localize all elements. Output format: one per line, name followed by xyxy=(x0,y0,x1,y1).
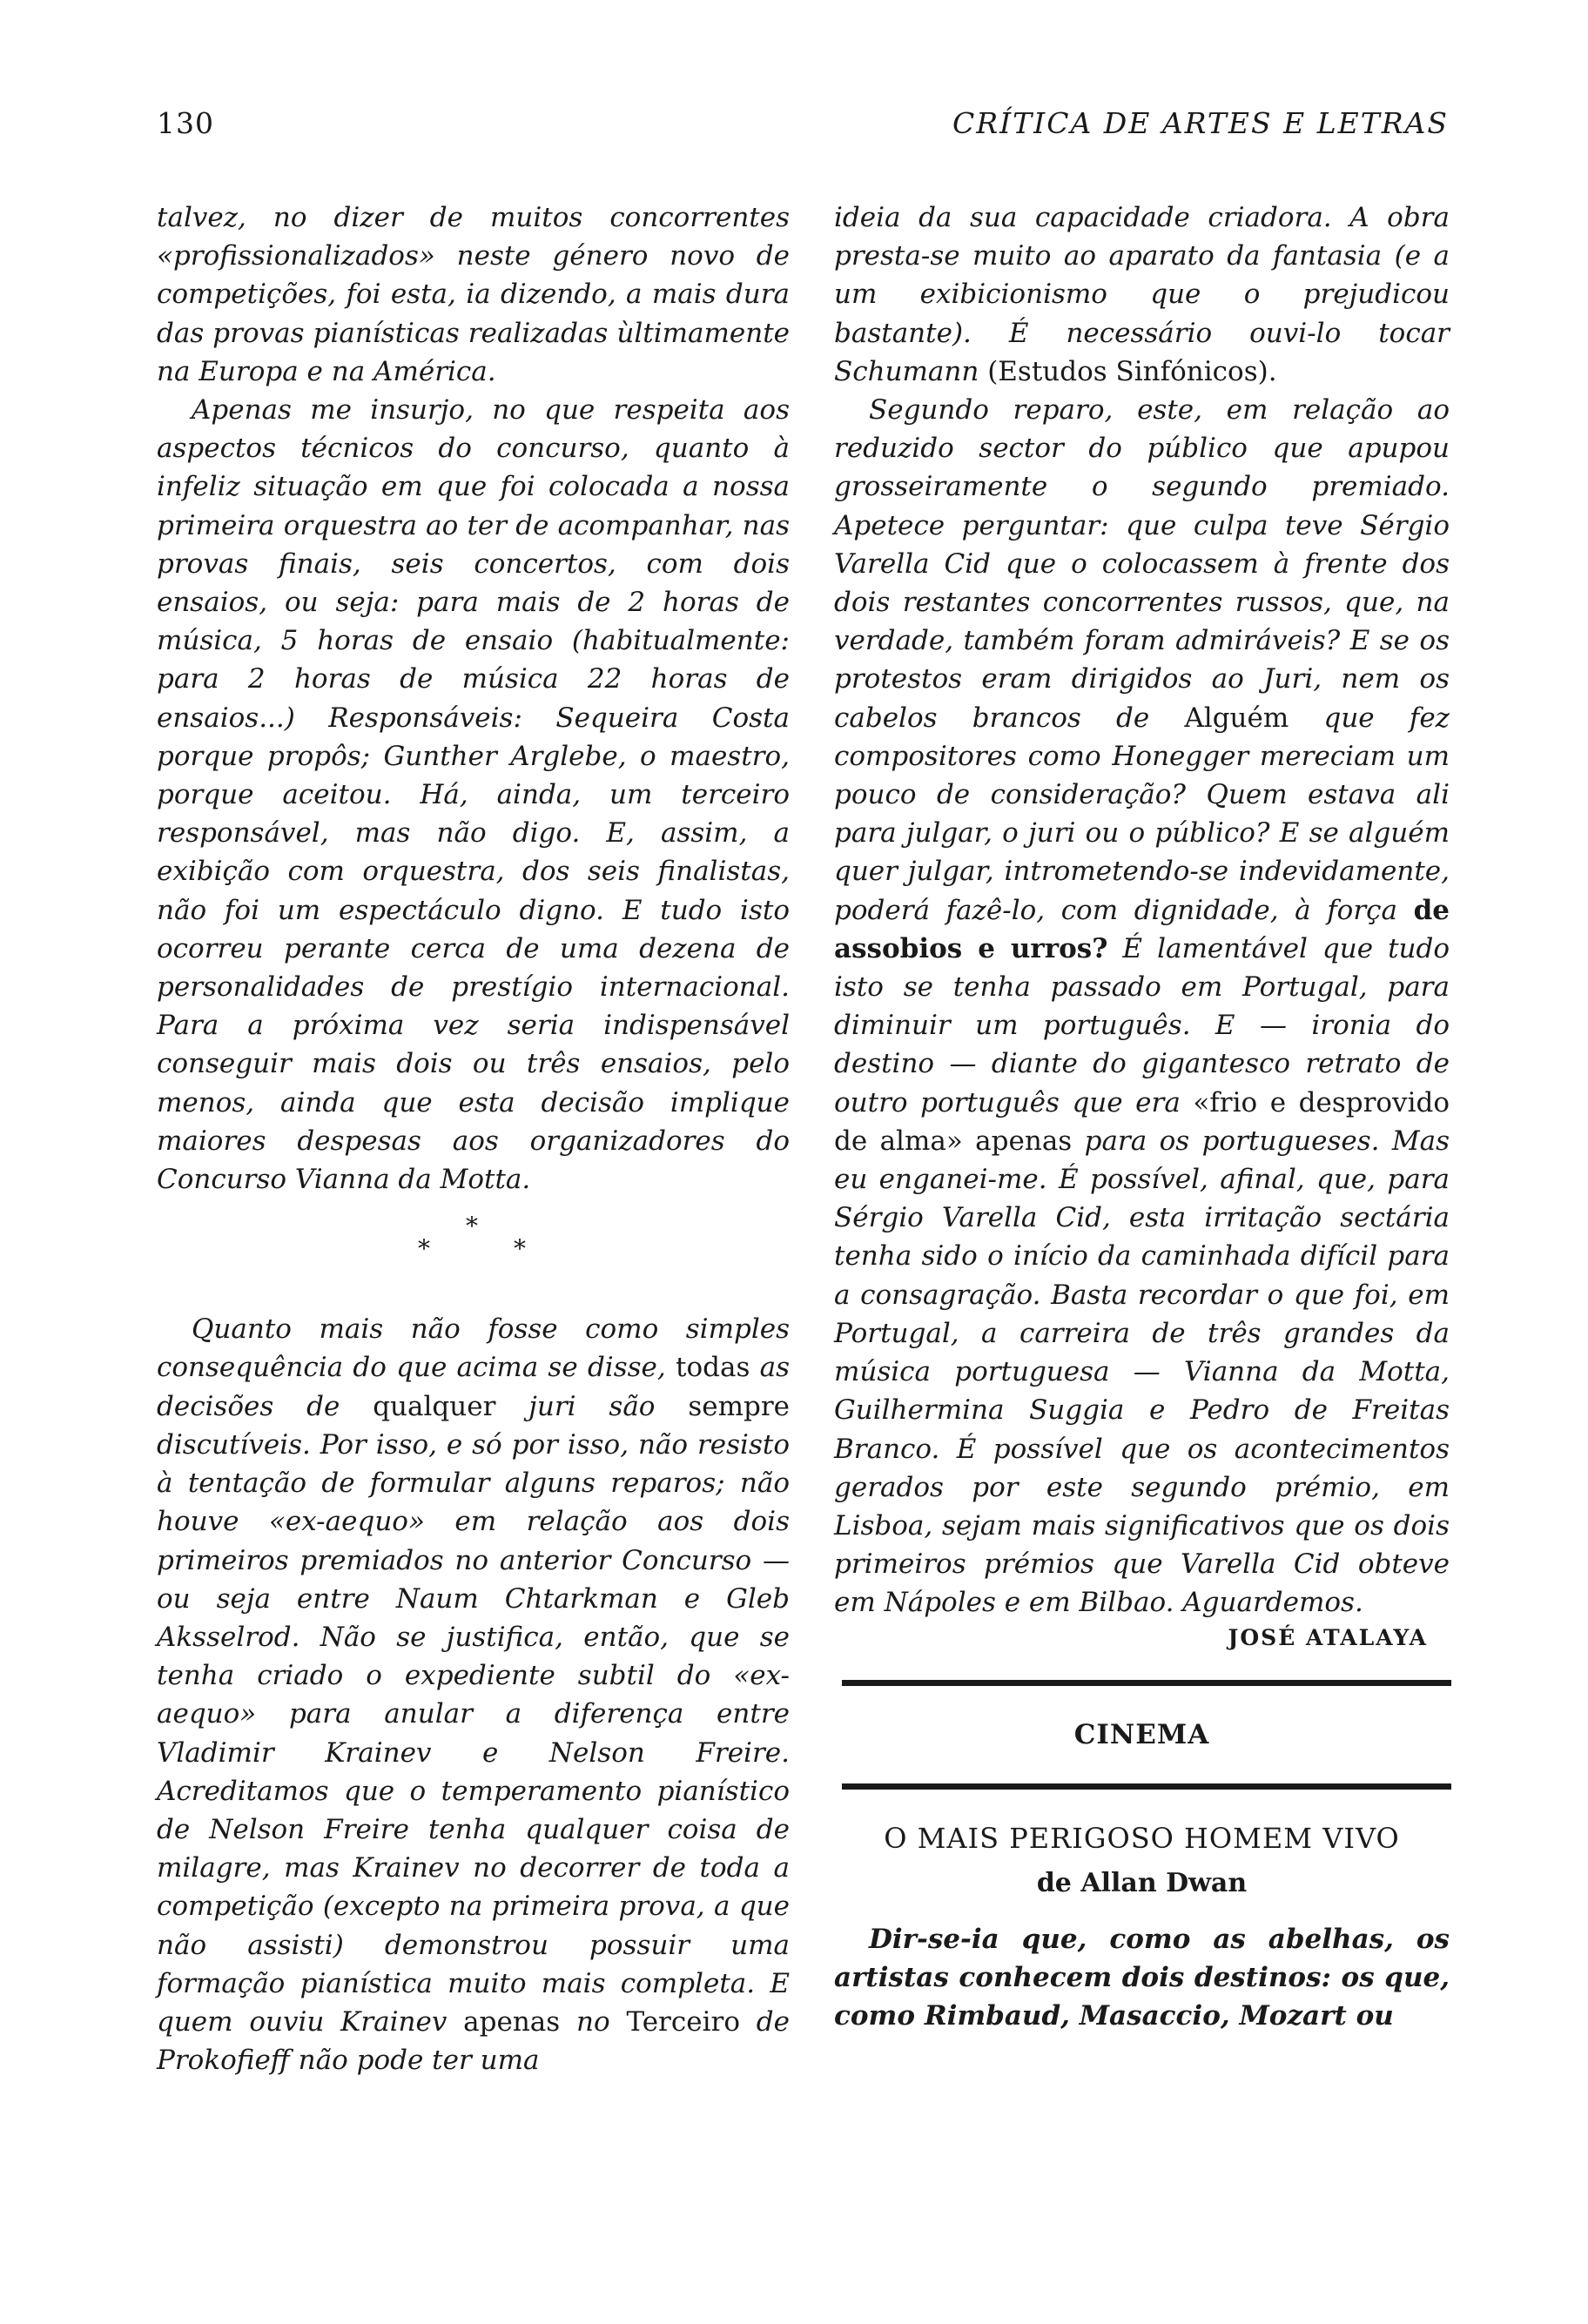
text-run: que fez compositores como Honegger mereciam um pouco de consideração? Quem estava ali para julgar, o juri ou o público? E se alguém quer julgar, intrometendo-se indevidamente, poderá fazê-lo, com dignidade, à força xyxy=(834,702,1450,926)
running-title: CRÍTICA DE ARTES E LETRAS xyxy=(952,106,1449,140)
paragraph xyxy=(834,198,1450,391)
film-title: O MAIS PERIGOSO HOMEM VIVO xyxy=(884,1821,1400,1855)
text-run: É lamentável que tudo isto se tenha passado em Portugal, para diminuir um português. E — ironia do destino — diante do gigantesco retrato de outro português que era xyxy=(834,932,1450,1118)
text-run: (Estudos Sinfónicos). xyxy=(987,355,1277,387)
section-separator xyxy=(157,1207,790,1282)
text-run: Quanto mais não fosse como simples consequência do que acima se disse, xyxy=(157,1313,790,1384)
left-column xyxy=(157,198,790,2079)
text-run: Segundo reparo, este, em relação ao reduzido sector do público que apupou grosseiramente o segundo premiado. Apetece perguntar: que culpa teve Sérgio Varella Cid que o colocassem à frente dos dois restantes concorrentes russos, que, na verdade, também foram admiráveis? E se os protestos eram dirigidos ao Juri, nem os cabelos brancos de xyxy=(834,394,1450,734)
text-run: de Prokofieff não pode ter uma xyxy=(157,2005,790,2077)
page-header xyxy=(157,106,1449,150)
text-run: apenas xyxy=(463,2005,561,2038)
author-signature: JOSÉ ATALAYA xyxy=(1228,1624,1428,1650)
paragraph: Dir-se-ia que, como as abelhas, os artistas conhecem dois destinos: os que, como Rimbaud, Masaccio, Mozart ou xyxy=(834,1923,1450,2032)
asterisk: * xyxy=(514,1234,526,1264)
paragraph: Apenas me insurjo, no que respeita aos aspectos técnicos do concurso, quanto à infeliz situação em que foi colocada a nossa primeira orquestra ao ter de acompanhar, nas provas finais, seis concertos, com dois ensaios, ou seja: para mais de 2 horas de música, 5 horas de ensaio (habitualmente: para 2 horas de música 22 horas de ensaios...) Responsáveis: Sequeira Costa porque propôs; Gunther Arglebe, o maestro, porque aceitou. Há, ainda, um terceiro responsável, mas não digo. E, assim, a exibição com orquestra, dos seis finalistas, não foi um espectáculo digno. E tudo isto ocorreu perante cerca de uma dezena de personalidades de prestígio internacional. Para a próxima vez seria indispensável conseguir mais dois ou três ensaios, pelo menos, ainda que esta decisão implique maiores despesas aos organizadores do Concurso Vianna da Motta. xyxy=(157,394,790,1196)
text-run: Terceiro xyxy=(626,2005,740,2038)
text-run: todas xyxy=(676,1352,750,1384)
text-run: ideia da sua capacidade criadora. A obra presta-se muito ao aparato da fantasia (e a um exibicionismo que o prejudicou bastante). É necessário ouvi-lo tocar Schumann xyxy=(834,202,1450,387)
horizontal-rule xyxy=(842,1783,1451,1790)
paragraph: talvez, no dizer de muitos concorrentes «profissionalizados» neste género novo de competições, foi esta, ia dizendo, a mais dura das provas pianísticas realizadas ùltimamente na Europa e na América. xyxy=(157,202,790,387)
text-run: as decisões de xyxy=(157,1352,791,1422)
text-run: qualquer xyxy=(373,1390,496,1422)
horizontal-rule xyxy=(842,1680,1451,1686)
asterisk: * xyxy=(466,1212,478,1241)
text-run: juri são xyxy=(528,1390,656,1422)
text-run: no xyxy=(576,2005,610,2038)
right-column xyxy=(834,198,1450,2035)
text-run: para os portugueses. Mas eu enganei-me. É possível, afinal, que, para Sérgio Varella Cid, esta irritação sectária tenha sido o início da caminhada difícil para a consagração. Basta recordar o que foi, em Portugal, a carreira de três grandes da música portuguesa — Vianna da Motta, Guilhermina Suggia e Pedro de Freitas Branco. É possível que os acontecimentos gerados por este segundo prémio, em Lisboa, sejam mais significativos que os dois primeiros prémios que Varella Cid obteve em Nápoles e em Bilbao. Aguardemos. xyxy=(834,1125,1450,1619)
page-number: 130 xyxy=(157,106,214,140)
film-director: de Allan Dwan xyxy=(1036,1867,1248,1898)
text-run: «frio e desprovido de alma» apenas xyxy=(834,1086,1450,1157)
asterisk: * xyxy=(418,1234,430,1264)
text-run: Alguém xyxy=(1184,702,1289,734)
paragraph xyxy=(157,1310,790,2079)
section-title: CINEMA xyxy=(1073,1718,1210,1750)
text-run: discutíveis. Por isso, e só por isso, não resisto à tentação de formular alguns reparos; não houve «ex-aequo» em relação aos dois primeiros premiados no anterior Concurso — ou seja entre Naum Chtarkman e Gleb Aksselrod. Não se justifica, então, que se tenha criado o expediente subtil do «ex-aequo» para anular a diferença entre Vladimir Krainev e Nelson Freire. Acreditamos que o temperamento pianístico de Nelson Freire tenha qualquer coisa de milagre, mas Krainev no decorrer de toda a competição (excepto na primeira prova, a que não assisti) demonstrou possuir uma formação pianística muito mais completa. E quem ouviu Krainev xyxy=(157,1428,790,2038)
text-run: sempre xyxy=(688,1390,790,1422)
paragraph xyxy=(834,391,1450,1622)
text-run: de assobios e urros? xyxy=(834,894,1450,964)
